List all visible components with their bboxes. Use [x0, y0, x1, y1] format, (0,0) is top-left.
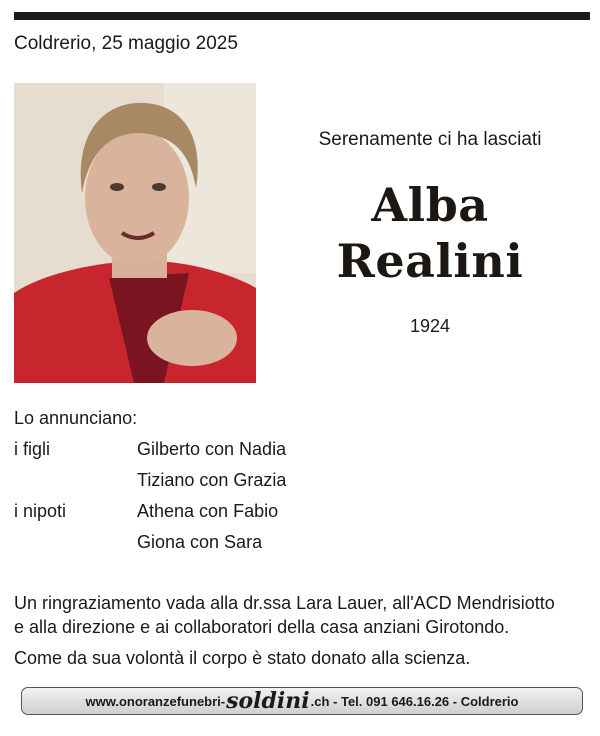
- footer-web-prefix: www.onoranzefunebri-: [85, 693, 226, 709]
- relation-label-children: i figli: [14, 439, 51, 459]
- deceased-last-name: Realini: [336, 234, 524, 288]
- thanks-line: Un ringraziamento vada alla dr.ssa Lara Lauer, all'ACD Mendrisiotto: [14, 593, 555, 613]
- dateline: Coldrerio, 25 maggio 2025: [14, 33, 238, 54]
- thanks-line: e alla direzione e ai collaboratori della casa anziani Girotondo.: [14, 617, 510, 637]
- funeral-home-footer: [21, 687, 583, 715]
- family-member: Tiziano con Grazia: [137, 470, 287, 490]
- top-rule: [14, 12, 590, 20]
- lead-text: Serenamente ci ha lasciati: [318, 129, 542, 150]
- closing-text: Come da sua volontà il corpo è stato donato alla scienza.: [14, 648, 471, 668]
- announce-label: Lo annunciano:: [14, 408, 138, 428]
- relation-label-grandchildren: i nipoti: [14, 501, 67, 521]
- birth-year: 1924: [409, 316, 451, 336]
- footer-contact: .ch - Tel. 091 646.16.26 - Coldrerio: [310, 693, 519, 709]
- family-member: Gilberto con Nadia: [137, 439, 287, 459]
- family-member: Athena con Fabio: [137, 501, 279, 521]
- portrait-photo: [14, 83, 256, 383]
- funeral-home-logo: soldini: [226, 688, 310, 714]
- deceased-first-name: Alba: [371, 178, 489, 232]
- family-member: Giona con Sara: [137, 532, 263, 552]
